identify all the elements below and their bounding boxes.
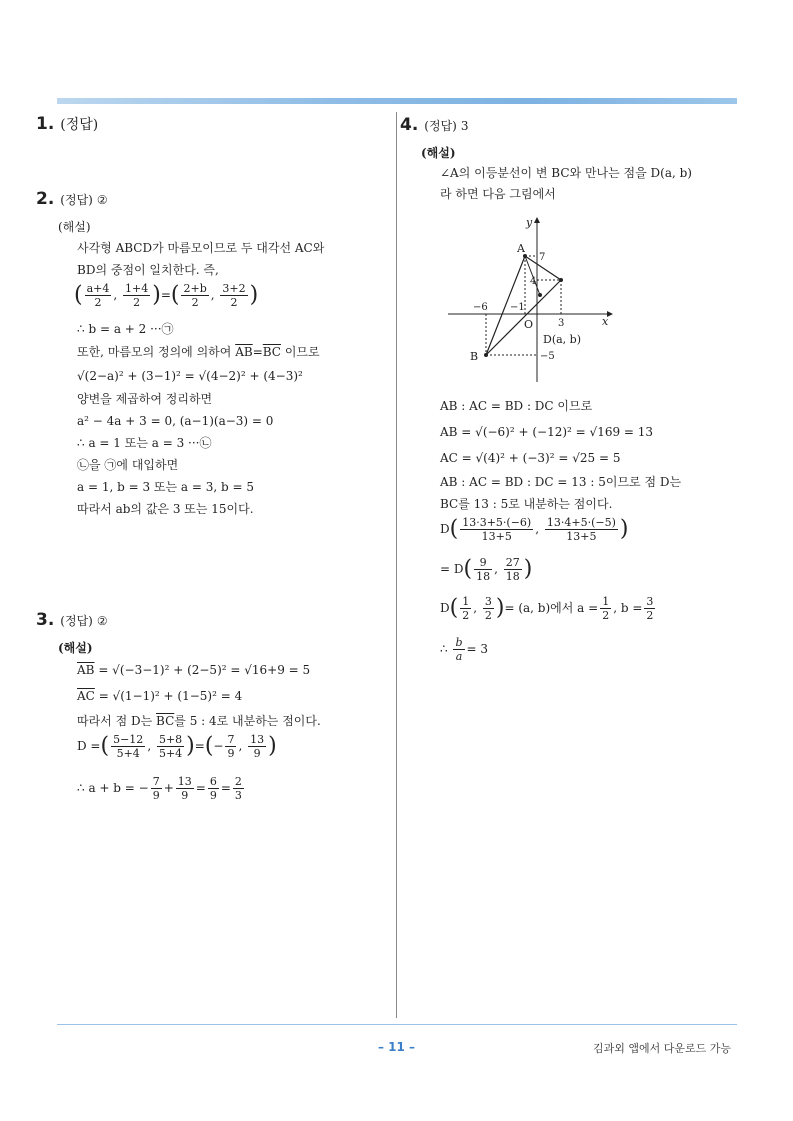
q2-f2: 2 <box>94 296 102 309</box>
tick-neg5: −5 <box>540 351 555 362</box>
q4-e4: 18 <box>505 570 520 583</box>
q2-line2: BD의 중점이 일치한다. 즉, <box>77 263 219 277</box>
q4-kend: = 3 <box>466 642 489 656</box>
q4-hmid: = (a, b)에서 a = <box>504 601 599 615</box>
q4-d2: 13+5 <box>481 530 512 543</box>
tick-7: 7 <box>539 252 546 263</box>
q3-f2: 5+4 <box>116 747 140 760</box>
q3-g6: 9 <box>209 789 217 802</box>
q2-f5: 2+b <box>183 282 207 295</box>
q1-number: 1. <box>36 114 55 134</box>
q4-d3: 13·4+5·(−5) <box>546 516 616 529</box>
q3-f8: 9 <box>253 747 261 760</box>
page-number: – 11 – <box>377 1040 416 1054</box>
q4-r4: AB : AC = BD : DC = 13 : 5이므로 점 D는 <box>440 475 682 489</box>
q4-h3: 3 <box>484 595 492 608</box>
q2-l5-bc: $\overline{BC}$ <box>262 345 281 359</box>
q2-f8: 2 <box>230 296 238 309</box>
q2-line11: a = 1, b = 3 또는 a = 3, b = 5 <box>77 480 255 494</box>
q4-h4: 2 <box>484 609 492 622</box>
label-b: B <box>470 350 479 363</box>
q2-f3: 1+4 <box>125 282 149 295</box>
q3-haeseol: (해설) <box>58 641 93 655</box>
q4-haeseol: (해설) <box>421 146 456 160</box>
q4-h1: 1 <box>462 595 470 608</box>
q2-f6: 2 <box>191 296 199 309</box>
q3-l1b: = √(−3−1)² + (2−5)² = √16+9 = 5 <box>98 663 311 677</box>
q3-f4: 5+4 <box>158 747 183 760</box>
q4-d4: 13+5 <box>566 530 597 543</box>
label-y: y <box>526 216 533 229</box>
q3-f6: 9 <box>227 747 235 760</box>
tick-3: 3 <box>558 318 565 329</box>
q3-ac: $\overline{AC}$ <box>77 689 95 703</box>
q2-answer: ② <box>96 193 108 207</box>
q2-f7: 3+2 <box>222 282 246 295</box>
q4-e2: 18 <box>476 570 491 583</box>
q2-number: 2. <box>36 189 55 209</box>
tick-neg1: −1 <box>510 302 525 313</box>
q2-line1: 사각형 ABCD가 마름모이므로 두 대각선 AC와 <box>77 241 325 255</box>
q4-h5: 1 <box>602 595 610 608</box>
q4-r1: AB : AC = BD : DC 이므로 <box>440 399 593 413</box>
q4-line2: 라 하면 다음 그림에서 <box>440 187 556 201</box>
q3-line4: D =( $\frac{5-12}{5+4}$ , $\frac{5+8}{5+4}$ )=(− $\frac{7}{9}$ , $\frac{13}{9}$ ) <box>77 733 277 760</box>
label-o: O <box>524 318 534 331</box>
q2-line4: ∴ b = a + 2 ···㉠ <box>77 322 174 336</box>
q4-d1: 13·3+5·(−6) <box>462 516 532 529</box>
q3-g7: 2 <box>234 775 242 788</box>
q3-l3a: 따라서 점 D는 <box>77 714 153 728</box>
footer-text: 김과외 앱에서 다운로드 가능 <box>592 1042 731 1055</box>
q4-heading <box>400 115 469 135</box>
q3-l4pre: D = <box>77 739 101 753</box>
q2-line5 <box>77 345 320 359</box>
q2-label: (정답) <box>60 193 93 207</box>
q3-l2b: = √(1−1)² + (1−5)² = 4 <box>98 689 243 703</box>
q2-l5-eq: = <box>252 345 263 359</box>
q3-l5pre: ∴ a + b = − <box>77 781 149 795</box>
q4-hb: , b = <box>613 601 643 615</box>
tick-4: 4 <box>530 276 537 287</box>
q4-r2: AB = √(−6)² + (−12)² = √169 = 13 <box>440 425 654 439</box>
q4-h7: 3 <box>646 595 654 608</box>
q2-line6: √(2−a)² + (3−1)² = √(4−2)² + (4−3)² <box>77 369 303 383</box>
q2-f1: a+4 <box>86 282 110 295</box>
q2-line9: ∴ a = 1 또는 a = 3 ···㉡ <box>77 436 212 450</box>
label-x: x <box>602 315 609 328</box>
q3-g2: 9 <box>152 789 160 802</box>
q4-h8: 2 <box>646 609 654 622</box>
q3-g5: 6 <box>209 775 217 788</box>
q4-label: (정답) <box>424 119 457 133</box>
q3-f5: 7 <box>227 733 235 746</box>
point-c <box>559 278 563 282</box>
q3-bc: $\overline{BC}$ <box>156 714 175 728</box>
q3-answer: ② <box>96 614 108 628</box>
column-divider <box>396 112 397 1018</box>
point-d <box>538 293 542 297</box>
q3-number: 3. <box>36 610 55 630</box>
q3-ab: $\overline{AB}$ <box>77 663 95 677</box>
q2-l5e: 이므로 <box>284 345 320 359</box>
q2-line10: ㉡을 ㉠에 대입하면 <box>77 458 179 472</box>
q4-r5: BC를 13 : 5로 내분하는 점이다. <box>440 497 613 511</box>
label-d: D(a, b) <box>543 333 581 346</box>
q3-label: (정답) <box>60 614 93 628</box>
q4-k1: b <box>455 636 463 649</box>
q3-g4: 9 <box>181 789 189 802</box>
q4-d-equation: D( $\frac{13\cdot 3+5\cdot(-6)}{13+5}$ , $\frac{13\cdot 4+5\cdot(-5)}{13+5}$ ) <box>440 516 629 543</box>
q3-l3c: 를 5 : 4로 내분하는 점이다. <box>174 714 321 728</box>
q4-graph <box>440 212 620 384</box>
q4-line1: ∠A의 이등분선이 변 BC와 만나는 점을 D(a, b) <box>440 166 692 180</box>
q2-haeseol: (해설) <box>58 220 91 234</box>
q2-f4: 2 <box>133 296 141 309</box>
q3-line2 <box>77 689 242 703</box>
q3-g8: 3 <box>234 789 242 802</box>
q4-final: ∴ $\frac{b}{a}$ = 3 <box>440 636 489 663</box>
q2-line7: 양변을 제곱하여 정리하면 <box>77 392 213 406</box>
q2-l5a: 또한, 마름모의 정의에 의하여 <box>77 345 232 359</box>
q3-f1: 5−12 <box>113 733 144 746</box>
q4-answer: 3 <box>460 119 469 133</box>
q1-label: (정답) <box>60 117 99 133</box>
q3-g1: 7 <box>152 775 160 788</box>
q2-line8: a² − 4a + 3 = 0, (a−1)(a−3) = 0 <box>77 414 274 428</box>
q1-heading <box>36 114 98 134</box>
q2-midpoint-equation: ( $\frac{a+4}{2}$ , $\frac{1+4}{2}$ )=( $\frac{2+b}{2}$ , $\frac{3+2}{2}$ ) <box>74 282 259 309</box>
q4-h6: 2 <box>602 609 610 622</box>
q4-e3: 27 <box>505 556 520 569</box>
point-b <box>484 353 488 357</box>
q3-heading <box>36 610 108 630</box>
label-a: A <box>517 242 525 255</box>
q2-line12: 따라서 ab의 값은 3 또는 15이다. <box>77 502 254 516</box>
q3-line5: ∴ a + b = − $\frac{7}{9}$ + $\frac{13}{9}$ = $\frac{6}{9}$ = $\frac{2}{3}$ <box>77 775 242 802</box>
q2-l5-ab: $\overline{AB}$ <box>235 345 253 359</box>
q4-e1: 9 <box>474 556 492 570</box>
q4-h2: 2 <box>462 609 470 622</box>
q4-k2: a <box>455 650 463 663</box>
q3-f7: 13 <box>250 733 265 746</box>
q3-line3 <box>77 714 321 728</box>
q4-e-equation: = D( $\frac{9}{18}$ , $\frac{27}{18}$ ) <box>440 556 533 583</box>
q2-heading <box>36 189 108 209</box>
footer-line <box>57 1024 737 1025</box>
q3-line1 <box>77 663 310 677</box>
q4-r3: AC = √(4)² + (−3)² = √25 = 5 <box>440 451 621 465</box>
q3-f3: 5+8 <box>158 733 183 746</box>
q4-h-equation: D( $\frac{1}{2}$ , $\frac{3}{2}$ )= (a, b)에서 a = $\frac{1}{2}$ , b = $\frac{3}{2}$ <box>440 595 654 622</box>
tick-neg6: −6 <box>473 302 488 313</box>
q3-g3: 13 <box>177 775 192 788</box>
header-bar <box>57 98 737 104</box>
q4-number: 4. <box>400 115 419 135</box>
